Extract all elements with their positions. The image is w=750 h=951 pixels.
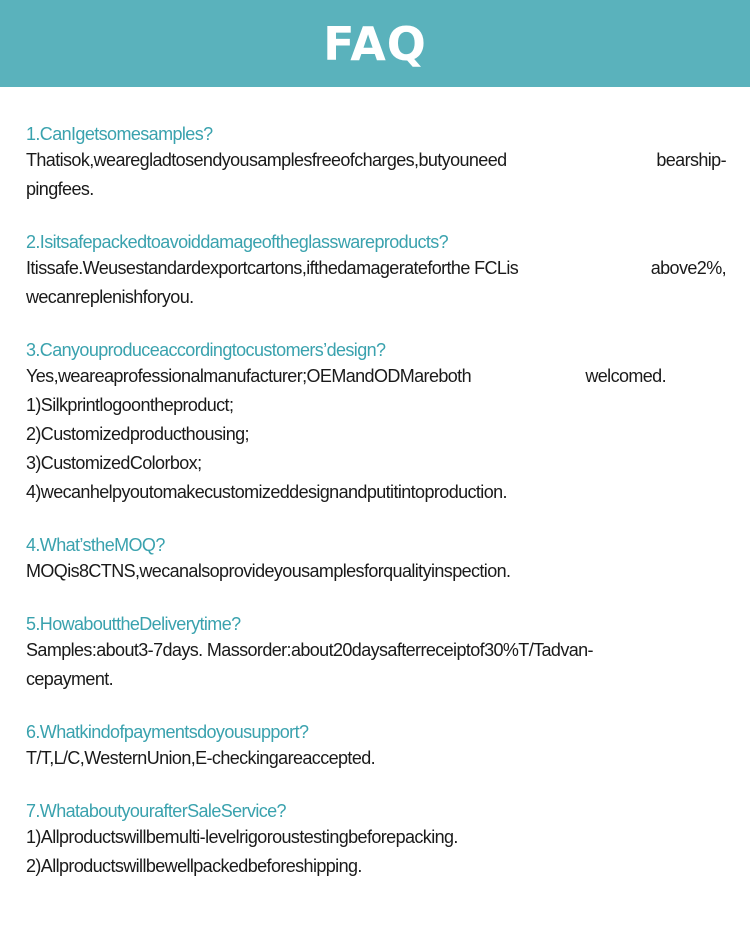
answer-text: Thatisok,wearegladtosendyousamplesfreeofcharges,butyouneed [26,150,507,170]
answer-line: 4)wecanhelpyoutomakecustomizeddesignandputitintoproduction. [26,482,507,502]
answer-text: Itissafe.Weusestandardexportcartons,ifthedamagerateforthe FCLis [26,258,519,278]
faq-answer [26,636,726,694]
faq-answer [26,254,726,312]
faq-item-3 [26,338,726,507]
faq-question: 7.WhataboutyourafterSaleService? [26,801,286,821]
faq-question: 1.CanIgetsomesamples? [26,124,213,144]
faq-item-7 [26,799,726,881]
answer-line: MOQis8CTNS,wecanalsoprovideyousamplesforqualityinspection. [26,561,511,581]
faq-answer [26,744,726,773]
answer-line: 1)Silkprintlogoontheproduct; [26,395,234,415]
answer-line: Samples:about3-7days. Massorder:about20daysafterreceiptof30%T/Tadvan- [26,640,593,660]
page-title: FAQ [323,16,427,71]
answer-line: T/T,L/C,WesternUnion,E-checkingareaccepted. [26,748,376,768]
answer-text: Yes,weareaprofessionalmanufacturer;OEMandODMareboth [26,366,471,386]
answer-line [26,146,726,175]
faq-answer [26,362,726,507]
answer-line [26,254,726,283]
faq-question: 5.HowabouttheDeliverytime? [26,614,241,634]
faq-banner [0,0,750,87]
answer-text: above2%, [650,258,726,278]
faq-item-1 [26,122,726,204]
answer-line: pingfees. [26,179,94,199]
answer-line [26,362,666,391]
answer-line: 2)Customizedproducthousing; [26,424,249,444]
answer-line: 3)CustomizedColorbox; [26,453,202,473]
answer-text: bearship- [656,150,726,170]
faq-question: 3.Canyouproduceaccordingtocustomers’design? [26,340,386,360]
answer-line: 1)Allproductswillbemulti-levelrigoroustestingbeforepacking. [26,827,458,847]
faq-answer [26,146,726,204]
answer-line: wecanreplenishforyou. [26,287,194,307]
faq-item-6 [26,720,726,773]
faq-list [26,122,726,907]
answer-text: welcomed. [585,366,666,386]
faq-question: 6.Whatkindofpaymentsdoyousupport? [26,722,309,742]
faq-item-2 [26,230,726,312]
faq-question: 4.What’stheMOQ? [26,535,165,555]
faq-item-4 [26,533,726,586]
faq-question: 2.Isitsafepackedtoavoiddamageoftheglasswareproducts? [26,232,449,252]
faq-item-5 [26,612,726,694]
answer-line: 2)Allproductswillbewellpackedbeforeshipping. [26,856,362,876]
faq-answer [26,823,726,881]
faq-answer [26,557,726,586]
answer-line: cepayment. [26,669,114,689]
